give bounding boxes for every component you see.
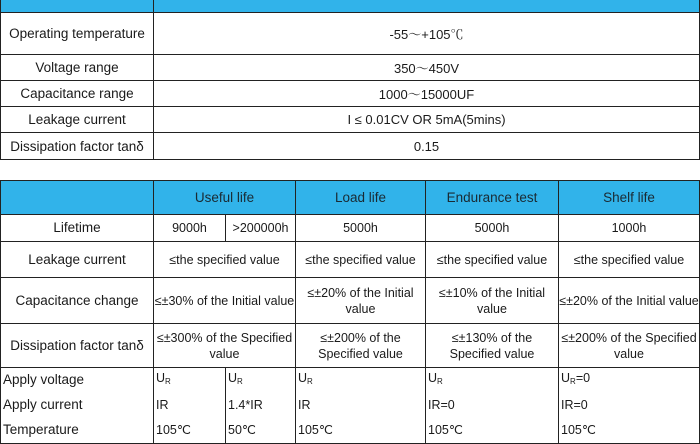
cell bbox=[226, 368, 296, 393]
cell-text: U bbox=[428, 371, 438, 386]
spec-table bbox=[0, 0, 700, 160]
cell-text: U bbox=[561, 371, 571, 386]
cell: 5000h bbox=[296, 215, 426, 242]
cell-text: U bbox=[156, 371, 166, 386]
cell: ≤±300% of the Specified value bbox=[154, 324, 296, 368]
header-endurance-test: Endurance test bbox=[426, 181, 559, 215]
dissipation-row bbox=[1, 324, 700, 368]
cell: ≤the specified value bbox=[426, 242, 559, 278]
life-header-row bbox=[1, 181, 700, 215]
cell: IR bbox=[296, 393, 426, 418]
row-label: Lifetime bbox=[1, 215, 154, 242]
spec-row bbox=[1, 81, 700, 107]
cell-subscript: R bbox=[165, 377, 171, 387]
cell: ≤the specified value bbox=[154, 242, 296, 278]
cell: IR bbox=[154, 393, 226, 418]
cell: ≤±30% of the Initial value bbox=[154, 278, 296, 324]
cell: ≤the specified value bbox=[559, 242, 700, 278]
life-header-corner bbox=[1, 181, 154, 215]
spec-header-cell bbox=[1, 0, 154, 13]
cell bbox=[154, 368, 226, 393]
row-label: Apply current bbox=[1, 393, 154, 418]
cell: ≤±130% of the Specified value bbox=[426, 324, 559, 368]
cell-subscript: R bbox=[570, 377, 576, 387]
cell: 105℃ bbox=[426, 418, 559, 444]
spec-header-row bbox=[1, 0, 700, 13]
header-shelf-life: Shelf life bbox=[559, 181, 700, 215]
row-label: Leakage current bbox=[1, 242, 154, 278]
cell: 105℃ bbox=[559, 418, 700, 444]
spec-value: 0.15 bbox=[154, 133, 700, 160]
temperature-row bbox=[1, 418, 700, 444]
cell-text: U bbox=[228, 371, 238, 386]
cell: IR=0 bbox=[426, 393, 559, 418]
cell-subscript: R bbox=[307, 377, 313, 387]
spec-label: Capacitance range bbox=[1, 81, 154, 107]
row-label: Temperature bbox=[1, 418, 154, 444]
cell: 1.4*IR bbox=[226, 393, 296, 418]
apply-current-row bbox=[1, 393, 700, 418]
spec-row bbox=[1, 107, 700, 133]
lifetime-row bbox=[1, 215, 700, 242]
cell bbox=[426, 368, 559, 393]
cell-subscript: R bbox=[237, 377, 243, 387]
cell: ≤±20% of the Initial value bbox=[296, 278, 426, 324]
header-load-life: Load life bbox=[296, 181, 426, 215]
spec-value: -55～+105℃ bbox=[154, 13, 700, 55]
cell bbox=[559, 368, 700, 393]
cell: 5000h bbox=[426, 215, 559, 242]
cell: ≤±10% of the Initial value bbox=[426, 278, 559, 324]
cell bbox=[296, 368, 426, 393]
spec-value: 350～450V bbox=[154, 55, 700, 81]
cell: 50℃ bbox=[226, 418, 296, 444]
row-label: Apply voltage bbox=[1, 368, 154, 393]
cell-subscript: R bbox=[437, 377, 443, 387]
cell: ≤the specified value bbox=[296, 242, 426, 278]
cell: IR=0 bbox=[559, 393, 700, 418]
spec-value: I ≤ 0.01CV OR 5mA(5mins) bbox=[154, 107, 700, 133]
spec-row bbox=[1, 55, 700, 81]
row-label: Dissipation factor tanδ bbox=[1, 324, 154, 368]
cell-text: =0 bbox=[575, 371, 591, 386]
spec-label: Dissipation factor tanδ bbox=[1, 133, 154, 160]
cell: >200000h bbox=[226, 215, 296, 242]
spec-header-cell bbox=[154, 0, 700, 13]
capacitance-row bbox=[1, 278, 700, 324]
cell: 105℃ bbox=[154, 418, 226, 444]
cell: ≤±20% of the Initial value bbox=[559, 278, 700, 324]
cell: 1000h bbox=[559, 215, 700, 242]
spec-value: 1000～15000UF bbox=[154, 81, 700, 107]
cell: ≤±200% of the Specified value bbox=[296, 324, 426, 368]
row-label: Capacitance change bbox=[1, 278, 154, 324]
cell: 9000h bbox=[154, 215, 226, 242]
spec-row bbox=[1, 133, 700, 160]
apply-voltage-row bbox=[1, 368, 700, 393]
spec-label: Leakage current bbox=[1, 107, 154, 133]
spec-label: Voltage range bbox=[1, 55, 154, 81]
spec-label: Operating temperature bbox=[1, 13, 154, 55]
life-table bbox=[0, 180, 700, 444]
cell-text: U bbox=[298, 371, 308, 386]
spec-row bbox=[1, 13, 700, 55]
cell: 105℃ bbox=[296, 418, 426, 444]
cell: ≤±200% of the Specified value bbox=[559, 324, 700, 368]
leakage-row bbox=[1, 242, 700, 278]
header-useful-life: Useful life bbox=[154, 181, 296, 215]
